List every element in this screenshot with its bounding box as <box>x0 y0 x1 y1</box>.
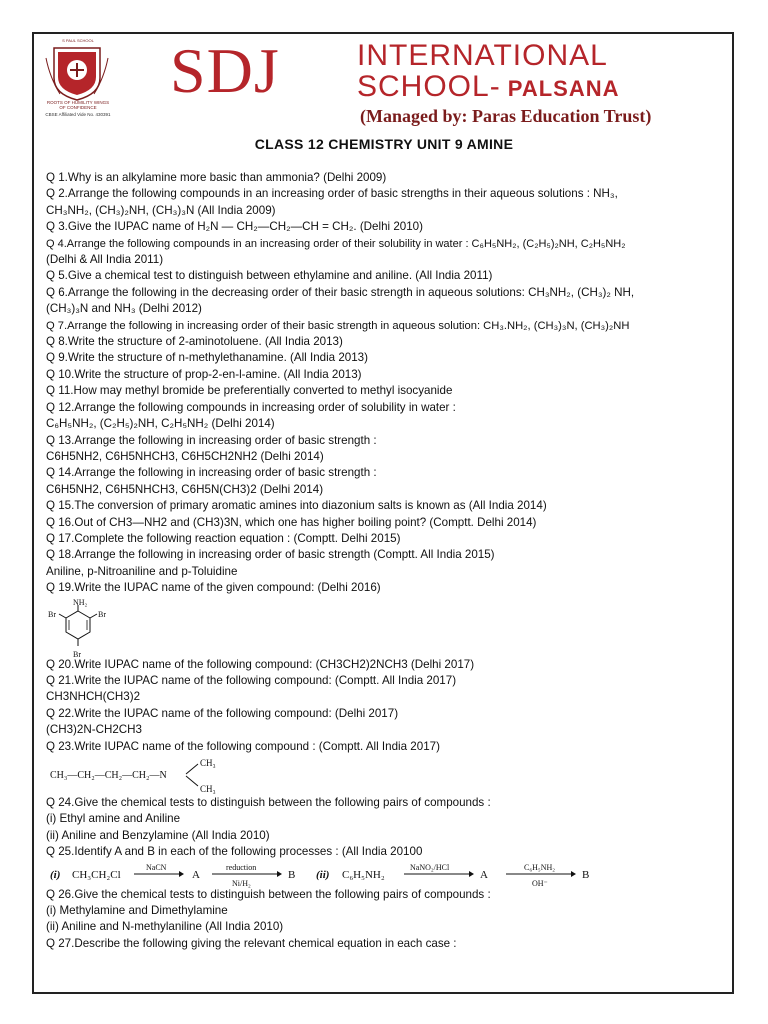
crest-top-text: S PAUL SCHOOL <box>62 38 94 43</box>
br-left-label: Br <box>48 609 56 619</box>
school-name-international: INTERNATIONAL <box>357 39 608 72</box>
question-line: C6H5NH2, C6H5NHCH3, C6H5CH2NH2 (Delhi 2014) <box>46 449 324 463</box>
question-list <box>46 170 726 952</box>
question-line: Q 18.Arrange the following in increasing order of basic strength (Comptt. All India 2015) <box>46 548 495 562</box>
question-line: Q 20.Write IUPAC name of the following compound: (CH3CH2)2NCH3 (Delhi 2017) <box>46 657 475 671</box>
question-line: Q 27.Describe the following giving the relevant chemical equation in each case : <box>46 936 457 950</box>
question-line: Q 4.Arrange the following compounds in an increasing order of their solubility in water : C₆H₅NH₂, (C₂H₅)₂NH, C₂H₅NH₂ <box>46 237 626 250</box>
school-location: PALSANA <box>500 76 620 101</box>
question-line: C₆H₅NH₂, (C₂H₅)₂NH, C₂H₅NH₂ (Delhi 2014) <box>46 417 275 431</box>
methyl-top: CH₃ <box>200 758 216 768</box>
question-line: Q 25.Identify A and B in each of the following processes : (All India 20100 <box>46 845 423 859</box>
question-line: Q 8.Write the structure of 2-aminotoluene. (All India 2013) <box>46 335 343 349</box>
question-line: (CH₃)₃N and NH₃ (Delhi 2012) <box>46 302 202 316</box>
reaction-i-reagent1: NaCN <box>146 862 167 872</box>
br-right-label: Br <box>98 609 106 619</box>
reaction-ii-reagent2-bottom: OH⁻ <box>532 878 548 888</box>
school-logo-sdj: SDJ <box>170 35 280 106</box>
reaction-i-product-a: A <box>192 868 200 881</box>
question-line: Q 5.Give a chemical test to distinguish between ethylamine and aniline. (All India 2011) <box>46 269 493 283</box>
question-line: (CH3)2N-CH2CH3 <box>46 723 142 737</box>
school-header <box>42 35 652 126</box>
question-line: Q 23.Write IUPAC name of the following compound : (Comptt. All India 2017) <box>46 739 440 753</box>
question-line: Q 22.Write the IUPAC name of the following compound: (Delhi 2017) <box>46 706 399 720</box>
reaction-ii-start: C₆H₅NH₂ <box>342 868 385 881</box>
question-line: Q 24.Give the chemical tests to distinguish between the following pairs of compounds : <box>46 796 491 809</box>
managed-by: (Managed by: Paras Education Trust) <box>360 106 652 126</box>
question-line: Q 3.Give the IUPAC name of H₂N — CH₂—CH₂—CH = CH₂. (Delhi 2010) <box>46 220 423 234</box>
question-line: Q 19.Write the IUPAC name of the given compound: (Delhi 2016) <box>46 581 381 595</box>
question-line: Q 14.Arrange the following in increasing order of basic strength : <box>46 466 377 480</box>
amine-chain-structure <box>46 755 726 795</box>
reaction-ii-reagent1: NaNO₂/HCl <box>410 862 450 872</box>
question-line: Q 26.Give the chemical tests to distinguish between the following pairs of compounds : <box>46 887 491 901</box>
chain-label: CH₃—CH₂—CH₂—CH₂—N <box>50 770 167 781</box>
question-line: Aniline, p-Nitroaniline and p-Toluidine <box>46 564 238 578</box>
question-line: (i) Ethyl amine and Aniline <box>46 812 181 826</box>
question-line: Q 11.How may methyl bromide be preferentially converted to methyl isocyanide <box>46 384 453 398</box>
question-line: CH₃NH₂, (CH₃)₂NH, (CH₃)₃N (All India 2009) <box>46 203 276 217</box>
question-line: Q 6.Arrange the following in the decreasing order of their basic strength in aqueous solutions: CH₃NH₂, (CH₃)₂ NH, <box>46 285 635 299</box>
reaction-ii-label: (ii) <box>316 868 330 881</box>
crest-affiliation: CBSE Affiliated Vide No. 430391 <box>45 112 111 117</box>
school-name-line <box>357 71 620 105</box>
question-line: Q 15.The conversion of primary aromatic amines into diazonium salts is known as (All India 2014) <box>46 499 547 513</box>
question-line: Q 16.Out of CH3—NH2 and (CH3)3N, which one has higher boiling point? (Comptt. Delhi 2014) <box>46 515 537 529</box>
reaction-i-reagent2-top: reduction <box>226 862 257 872</box>
reaction-scheme <box>46 861 726 887</box>
reaction-i-start: CH₃CH₂Cl <box>72 868 121 881</box>
question-line: (Delhi & All India 2011) <box>46 253 164 267</box>
question-line: Q 10.Write the structure of prop-2-en-l-amine. (All India 2013) <box>46 367 362 381</box>
reaction-i-reagent2-bottom: Ni/H₂ <box>232 878 251 888</box>
reaction-i-product-b: B <box>288 868 296 881</box>
reaction-ii-reagent2-top: C₆H₅NH₂ <box>524 862 556 872</box>
school-crest-logo <box>42 38 112 120</box>
question-line: (ii) Aniline and N-methylaniline (All India 2010) <box>46 920 284 934</box>
tribromoaniline-structure <box>46 597 726 657</box>
question-line: CH3NHCH(CH3)2 <box>46 690 141 704</box>
question-line: Q 12.Arrange the following compounds in increasing order of solubility in water : <box>46 400 456 414</box>
crest-motto: ROOTS OF HUMILITY WINGS OF CONFIDENCE <box>46 100 110 110</box>
question-line: Q 13.Arrange the following in increasing order of basic strength : <box>46 433 377 447</box>
question-line: Q 17.Complete the following reaction equation : (Comptt. Delhi 2015) <box>46 531 401 545</box>
reaction-ii-product-b: B <box>582 868 590 881</box>
question-line: (i) Methylamine and Dimethylamine <box>46 904 228 918</box>
reaction-i-label: (i) <box>50 868 61 881</box>
question-line: (ii) Aniline and Benzylamine (All India 2010) <box>46 828 270 842</box>
question-line: Q 9.Write the structure of n-methylethanamine. (All India 2013) <box>46 351 368 365</box>
worksheet-title: CLASS 12 CHEMISTRY UNIT 9 AMINE <box>254 136 514 152</box>
br-bottom-label: Br <box>73 649 81 659</box>
question-line: Q 21.Write the IUPAC name of the following compound: (Comptt. All India 2017) <box>46 673 457 687</box>
question-line: Q 1.Why is an alkylamine more basic than ammonia? (Delhi 2009) <box>46 171 387 184</box>
question-line: Q 7.Arrange the following in increasing order of their basic strength in aqueous solution: CH₃.NH₂, (CH₃)₃N, (CH₃)₂NH <box>46 319 630 332</box>
school-word: SCHOOL- <box>357 70 501 103</box>
question-line: Q 2.Arrange the following compounds in an increasing order of basic strengths in their aqueous solutions : NH₃, <box>46 187 618 201</box>
nh2-label: NH₂ <box>73 597 88 607</box>
question-line: C6H5NH2, C6H5NHCH3, C6H5N(CH3)2 (Delhi 2014) <box>46 482 324 496</box>
methyl-bottom: CH₃ <box>200 784 216 794</box>
reaction-ii-product-a: A <box>480 868 488 881</box>
